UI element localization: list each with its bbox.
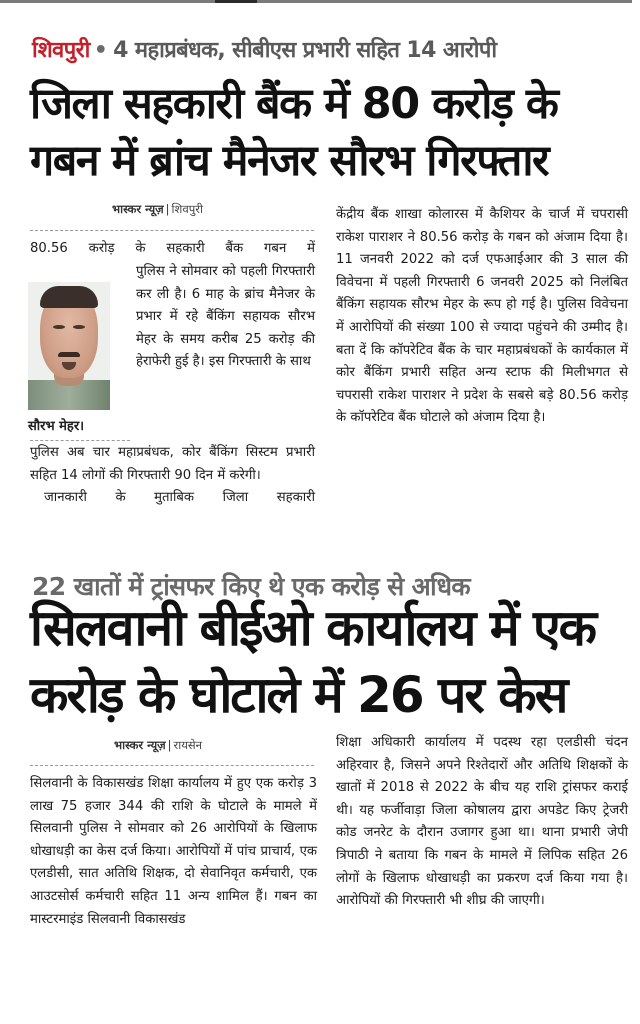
- byline-source: भास्कर न्यूज़: [114, 738, 166, 752]
- dotted-divider: [30, 765, 314, 766]
- paragraph: जानकारी के मुताबिक जिला सहकारी: [44, 490, 315, 506]
- right-column: [336, 732, 628, 913]
- headline-line-2: करोड़ के घोटाले में 26 पर केस: [30, 666, 567, 724]
- paragraph: केंद्रीय बैंक शाखा कोलारस में कैशियर के चार्ज में चपरासी राकेश पाराशर ने 80.56 करोड़ के गबन को अंजाम दिया है। 11 जनवरी 2022 को दर्ज एफआईआर की 3 साल की विवेचना में पहली गिरफ्तारी 6 जनवरी 2025 को निलंबित बैंकिंग सहायक सौरभ मेहर के रूप हो गई है। पुलिस विवेचना में आरोपियों की संख्या 100 से ज्यादा पहुंचने की उम्मीद है। बता दें कि कॉपरेटिव बैंक के चार महाप्रबंधकों के कार्यकाल में कोर बैंकिंग प्रभारी सहित अन्य स्टाफ की मिलीभगत से चपरासी राकेश पाराशर ने प्रदेश के सबसे बड़े 80.56 करोड़ के कॉपरेटिव बैंक घोटाले को अंजाम दिया है।: [336, 207, 628, 426]
- right-column: [336, 204, 628, 430]
- byline: [114, 738, 202, 753]
- headline-line-2: गबन में ब्रांच मैनेजर सौरभ गिरफ्तार: [30, 136, 549, 186]
- byline-location: रायसेन: [173, 738, 203, 752]
- byline: [112, 202, 203, 217]
- paragraph: पुलिस अब चार महाप्रबंधक, कोर बैंकिंग सिस्टम प्रभारी सहित 14 लोगों की गिरफ्तारी 90 दिन में करेगी।: [30, 445, 315, 483]
- article-beo-office-scam: [0, 555, 640, 1024]
- person-photo: [28, 282, 110, 410]
- headline: [30, 76, 635, 190]
- byline-source: भास्कर न्यूज़: [112, 202, 164, 216]
- paragraph: शिक्षा अधिकारी कार्यालय में पदस्थ रहा एलडीसी चंदन अहिरवार है, जिसने अपने रिश्तेदारों और अतिथि शिक्षकों के खातों में 2018 से 2022 के बीच यह राशि ट्रांसफर कराई थी। यह फर्जीवाड़ा जिला कोषालय द्वारा अपडेट किए ट्रेजरी कोड जनरेट के दौरान उजागर हुआ था। थाना प्रभारी जेपी त्रिपाठी ने बताया कि गबन के मामले में लिपिक सहित 26 लोगों के खिलाफ धोखाधड़ी का प्रकरण दर्ज किया गया है। आरोपियों की गिरफ्तारी भी शीघ्र की जाएगी।: [336, 735, 628, 909]
- bullet-icon: •: [93, 38, 108, 63]
- byline-separator: |: [167, 738, 172, 752]
- left-column: [30, 773, 317, 931]
- kicker: 22 खातों में ट्रांसफर किए थे एक करोड़ से अधिक: [32, 572, 471, 601]
- byline-separator: |: [165, 202, 170, 216]
- paragraph: सिलवानी के विकासखंड शिक्षा कार्यालय में हुए एक करोड़ 3 लाख 75 हजार 344 की राशि के घोटाले के मामले में सिलवानी पुलिस ने सोमवार को 26 आरोपियों के खिलाफ धोखाधड़ी का केस दर्ज किया। आरोपियों में पांच प्राचार्य, एक एलडीसी, सात अतिथि शिक्षक, दो सेवानिवृत कर्मचारी, एक आउटसोर्स कर्मचारी सहित 11 अन्य शामिल हैं। गबन का मास्टरमाइंड सिलवानी विकासखंड: [30, 776, 317, 927]
- headline: [30, 595, 635, 729]
- kicker-place: शिवपुरी: [32, 38, 90, 63]
- dotted-divider: [30, 230, 314, 231]
- headline-line-1: जिला सहकारी बैंक में 80 करोड़ के: [30, 79, 558, 129]
- byline-location: शिवपुरी: [171, 202, 203, 216]
- lead-line: 80.56 करोड़ के सहकारी बैंक गबन में: [30, 241, 315, 256]
- caption-divider: [30, 440, 130, 441]
- kicker-text: 4 महाप्रबंधक, सीबीएस प्रभारी सहित 14 आरोपी: [113, 38, 497, 63]
- photo-caption: सौरभ मेहर।: [28, 419, 85, 434]
- paragraph: पुलिस ने सोमवार को पहली गिरफ्तारी कर ली है। 6 माह के ब्रांच मैनेजर के प्रभार में रहे बैंकिंग सहायक सौरभ मेहर के समय करीब 25 करोड़ की हेराफेरी हुई है। इस गिरफ्तारी के साथ: [136, 264, 315, 370]
- kicker: [32, 34, 496, 64]
- left-column: [30, 238, 315, 261]
- headline-line-1: सिलवानी बीईओ कार्यालय में एक: [30, 599, 596, 657]
- left-column-continued: [30, 442, 315, 510]
- text-beside-photo: [136, 261, 315, 374]
